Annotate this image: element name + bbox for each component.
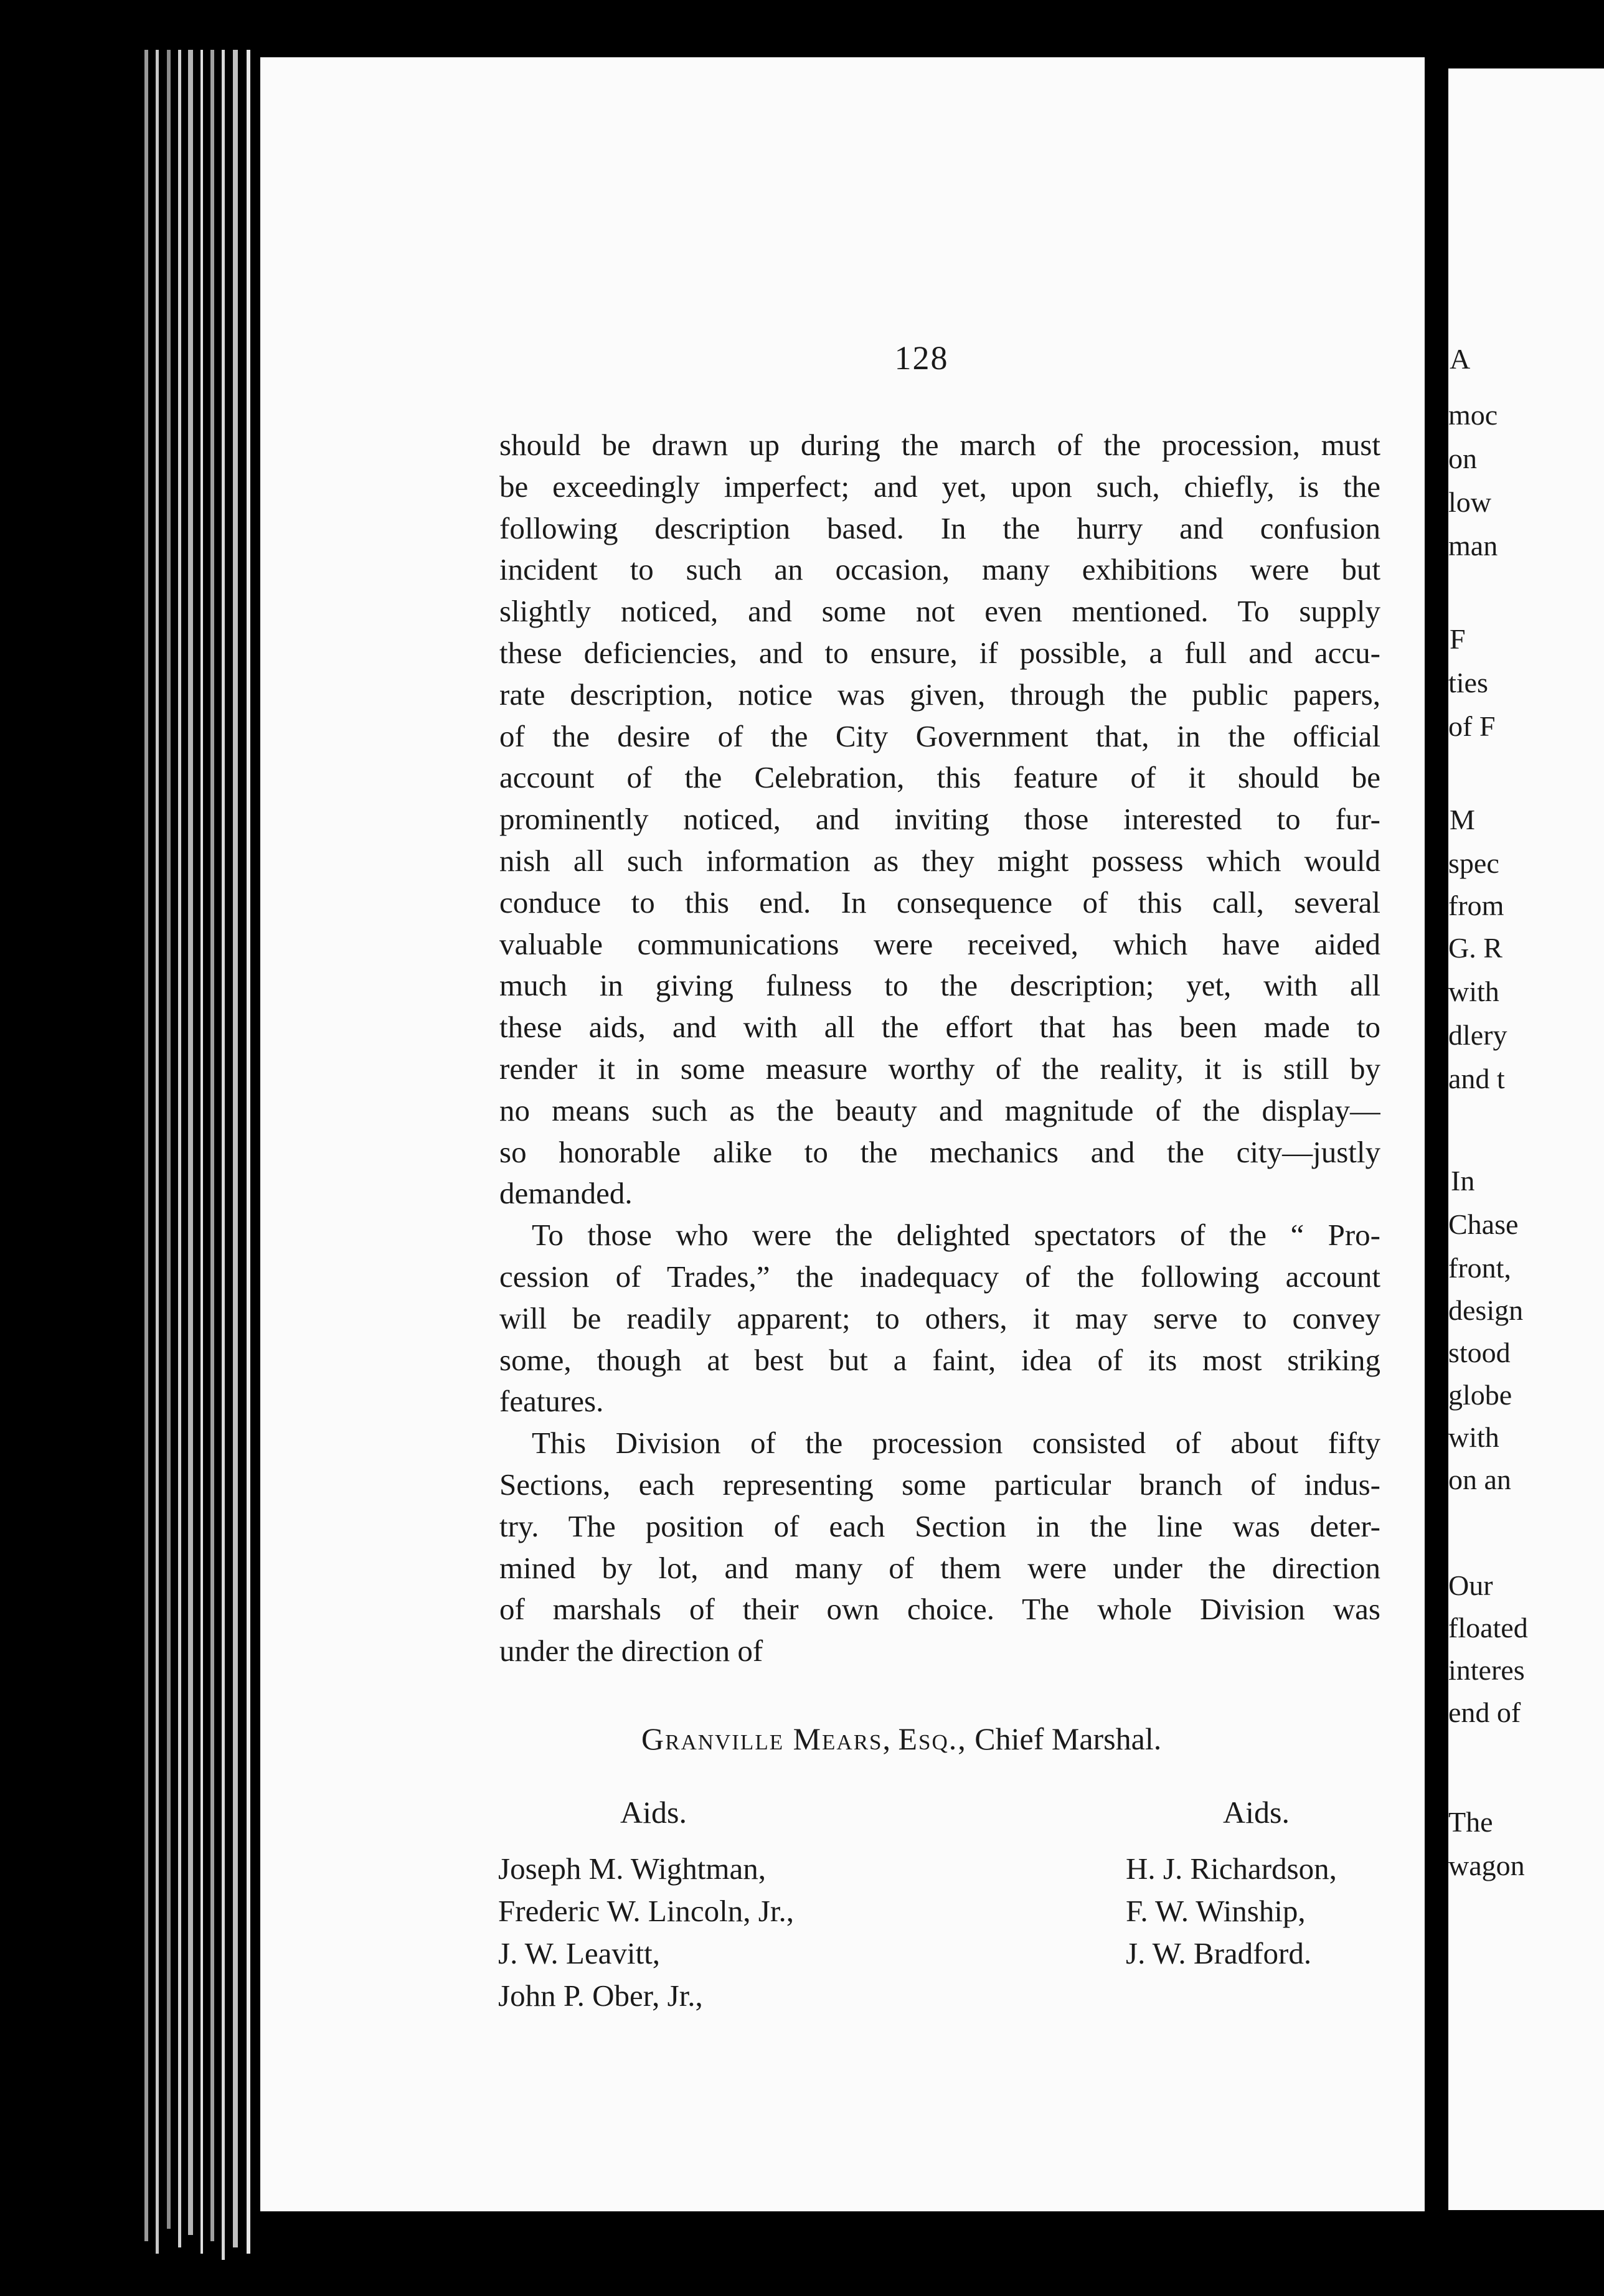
- aid-name: H. J. Richardson,: [1126, 1851, 1337, 1886]
- chief-marshal-name: Granville Mears: [641, 1721, 883, 1756]
- facing-page-text: ties: [1448, 667, 1488, 699]
- text-line: should be drawn up during the march of the procession, must: [499, 428, 1380, 462]
- facing-page-text: Our: [1448, 1569, 1493, 1601]
- text-line: render it in some measure worthy of the reality, it is still by: [499, 1051, 1380, 1086]
- facing-page-text: In: [1451, 1165, 1475, 1197]
- facing-page-text: with: [1448, 1421, 1499, 1453]
- facing-page-text: design: [1448, 1294, 1524, 1326]
- text-line: following description based. In the hurry and confusion: [499, 510, 1380, 545]
- aid-name: Frederic W. Lincoln, Jr.,: [498, 1894, 794, 1928]
- chief-marshal-title: Esq.,: [898, 1721, 967, 1756]
- aid-name: F. W. Winship,: [1126, 1894, 1306, 1928]
- facing-page-text: interes: [1448, 1654, 1525, 1686]
- facing-page-text: end of: [1448, 1696, 1521, 1728]
- text-line: so honorable alike to the mechanics and the city—justly: [499, 1134, 1380, 1169]
- text-line: prominently noticed, and inviting those interested to fur-: [499, 802, 1380, 837]
- aid-name: J. W. Leavitt,: [498, 1936, 660, 1970]
- facing-page-text: dlery: [1448, 1019, 1507, 1051]
- text-line: valuable communications were received, which have aided: [499, 926, 1380, 961]
- facing-page-text: M: [1450, 804, 1475, 835]
- facing-page: [1448, 68, 1604, 2210]
- facing-page-text: and t: [1448, 1063, 1505, 1094]
- facing-page-text: low: [1448, 486, 1491, 518]
- text-line: much in giving fulness to the description; yet, with all: [499, 968, 1380, 1003]
- text-line: slightly noticed, and some not even mentioned. To supply: [499, 594, 1380, 629]
- text-line: conduce to this end. In consequence of this call, several: [499, 885, 1380, 920]
- text-line: mined by lot, and many of them were under the direction: [499, 1550, 1380, 1585]
- aids-list-right: [1126, 1848, 1337, 1975]
- facing-page-text: stood: [1448, 1337, 1511, 1368]
- text-line: of marshals of their own choice. The whole Division was: [499, 1592, 1380, 1627]
- text-line: will be readily apparent; to others, it may serve to convey: [499, 1301, 1380, 1335]
- text-line: no means such as the beauty and magnitude of the display—: [499, 1093, 1380, 1127]
- facing-page-text: with: [1448, 976, 1499, 1007]
- text-line: cession of Trades,” the inadequacy of the following account: [499, 1259, 1380, 1294]
- facing-page-text: Chase: [1448, 1208, 1519, 1240]
- text-line: of the desire of the City Government that, in the official: [499, 718, 1380, 753]
- facing-page-text: A: [1450, 343, 1471, 375]
- text-line: these deficiencies, and to ensure, if possible, a full and accu-: [499, 635, 1380, 670]
- text-line: under the direction of: [499, 1634, 763, 1668]
- aids-heading-left: Aids.: [620, 1795, 687, 1830]
- aids-heading-right: Aids.: [1223, 1795, 1290, 1830]
- chief-marshal-line: Granville Mears, Esq., Chief Marshal.: [641, 1721, 1162, 1756]
- facing-page-text: globe: [1448, 1379, 1512, 1411]
- body-text: [499, 425, 1425, 1672]
- facing-page-text: wagon: [1448, 1850, 1525, 1881]
- facing-page-text: spec: [1448, 847, 1499, 879]
- aids-list-left: [498, 1848, 794, 2017]
- chief-marshal-role: Chief Marshal.: [974, 1721, 1162, 1756]
- text-line: Sections, each representing some particular branch of indus-: [499, 1467, 1380, 1502]
- text-line: try. The position of each Section in the line was deter-: [499, 1508, 1380, 1543]
- facing-page-text: on: [1448, 443, 1477, 474]
- facing-page-text: moc: [1448, 399, 1498, 431]
- facing-page-text: F: [1450, 623, 1466, 655]
- facing-page-text: of F: [1448, 710, 1496, 742]
- page-number: 128: [894, 339, 949, 377]
- facing-page-text: G. R: [1448, 932, 1503, 964]
- text-line: rate description, notice was given, through the public papers,: [499, 677, 1380, 712]
- facing-page-text: on an: [1448, 1464, 1511, 1495]
- text-line: some, though at best but a faint, idea of its most striking: [499, 1342, 1380, 1377]
- text-line: To those who were the delighted spectators of the “ Pro-: [532, 1218, 1380, 1253]
- aid-name: J. W. Bradford.: [1126, 1936, 1312, 1970]
- facing-page-text: front,: [1448, 1252, 1511, 1284]
- text-line: This Division of the procession consisted of about fifty: [532, 1426, 1380, 1461]
- text-line: these aids, and with all the effort that has been made to: [499, 1010, 1380, 1045]
- facing-page-text: floated: [1448, 1612, 1528, 1644]
- book-page: [260, 57, 1425, 2211]
- text-line: incident to such an occasion, many exhibitions were but: [499, 552, 1380, 587]
- text-line: features.: [499, 1384, 604, 1419]
- facing-page-text: The: [1448, 1806, 1493, 1838]
- aid-name: John P. Ober, Jr.,: [498, 1978, 703, 2013]
- text-line: nish all such information as they might possess which would: [499, 843, 1380, 878]
- text-line: be exceedingly imperfect; and yet, upon such, chiefly, is the: [499, 469, 1380, 504]
- facing-page-text: from: [1448, 890, 1504, 921]
- aid-name: Joseph M. Wightman,: [498, 1851, 766, 1886]
- text-line: account of the Celebration, this feature of it should be: [499, 760, 1380, 795]
- facing-page-text: man: [1448, 530, 1498, 562]
- text-line: demanded.: [499, 1176, 633, 1211]
